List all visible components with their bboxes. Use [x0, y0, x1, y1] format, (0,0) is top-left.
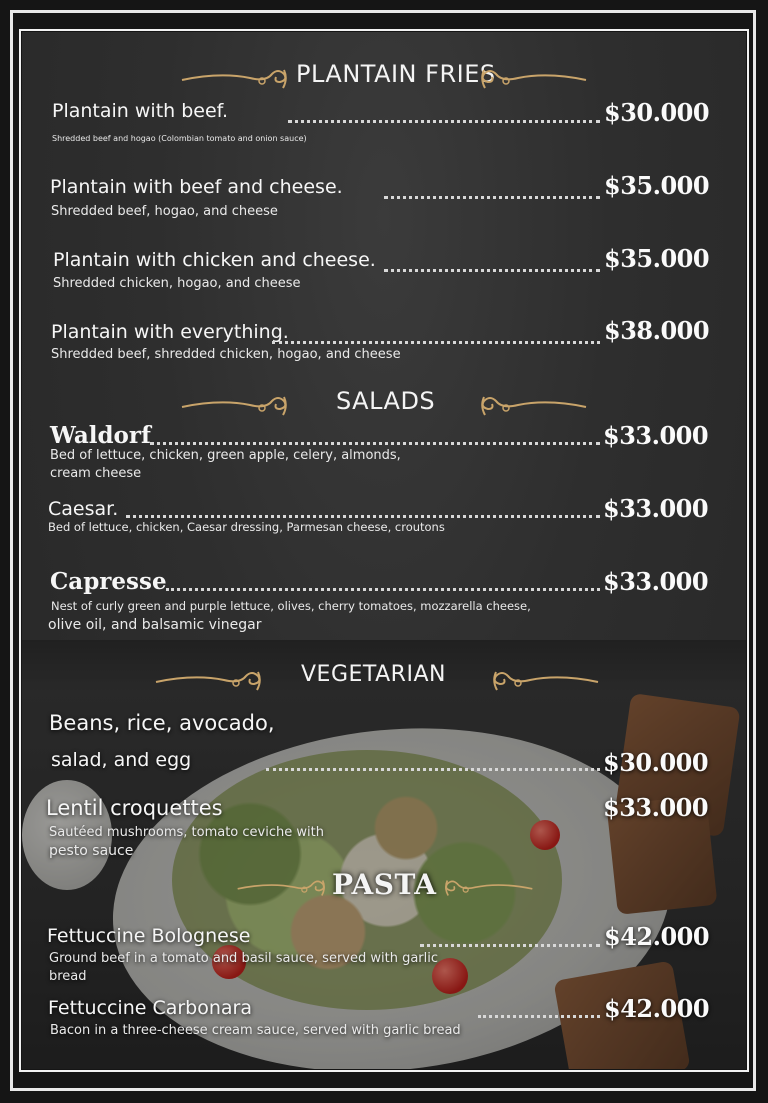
menu-item-name: salad, and egg [51, 749, 192, 771]
dot-leader [288, 116, 600, 123]
description-line: olive oil, and balsamic vinegar [48, 617, 262, 633]
description-line: bread [49, 969, 87, 984]
menu-item-description [49, 824, 324, 860]
section-title: PLANTAIN FRIES [296, 60, 496, 88]
flourish-left-icon [180, 66, 288, 92]
flourish-left-icon [236, 876, 326, 900]
menu-item-description: Shredded chicken, hogao, and cheese [53, 276, 301, 291]
section-header-vegetarian [22, 662, 746, 702]
menu-item-description: Shredded beef and hogao (Colombian tomato and onion sauce) [52, 134, 307, 143]
menu-item-description [49, 950, 438, 986]
dot-leader [384, 192, 600, 199]
dot-leader [272, 337, 600, 344]
flourish-right-icon [480, 66, 588, 92]
menu-item-name: Beans, rice, avocado, [49, 711, 275, 735]
menu-item-price: $33.000 [603, 494, 709, 523]
menu-item-price: $30.000 [604, 98, 710, 127]
menu-item-description: Bed of lettuce, chicken, Caesar dressing, Parmesan cheese, croutons [48, 520, 445, 534]
menu-item-name: Plantain with beef. [52, 100, 229, 122]
dot-leader [126, 511, 600, 518]
description-line: pesto sauce [49, 843, 134, 859]
menu-item-price: $35.000 [604, 171, 710, 200]
menu-item-name: Capresse [50, 568, 167, 595]
flourish-right-icon [492, 668, 600, 694]
menu-item-price: $35.000 [604, 244, 710, 273]
flourish-right-icon [444, 876, 534, 900]
section-title: VEGETARIAN [301, 662, 446, 687]
dot-leader [420, 940, 600, 947]
description-line: Bed of lettuce, chicken, green apple, celery, almonds, [50, 448, 401, 463]
menu-item-name: Lentil croquettes [46, 796, 223, 820]
flourish-left-icon [154, 668, 262, 694]
dot-leader [166, 584, 600, 591]
menu-item-description: Bacon in a three-cheese cream sauce, served with garlic bread [50, 1023, 461, 1038]
dot-leader [150, 438, 600, 445]
menu-item-price: $33.000 [603, 421, 709, 450]
flourish-right-icon [480, 393, 588, 419]
section-title: PASTA [332, 868, 437, 901]
section-header-plantain-fries [22, 60, 746, 100]
dot-leader [266, 764, 600, 771]
description-line: Nest of curly green and purple lettuce, olives, cherry tomatoes, mozzarella cheese, [51, 599, 531, 613]
menu-item-name: Plantain with chicken and cheese. [53, 249, 376, 271]
description-line: cream cheese [50, 466, 142, 481]
menu-item-price: $42.000 [604, 994, 710, 1023]
menu-item-name: Fettuccine Bolognese [47, 925, 251, 947]
menu-item-price: $30.000 [603, 748, 709, 777]
menu-item-price: $33.000 [603, 793, 709, 822]
menu-item-price: $38.000 [604, 316, 710, 345]
description-line: Sautéed mushrooms, tomato ceviche with [49, 825, 324, 840]
menu-item-description: Shredded beef, shredded chicken, hogao, and cheese [51, 347, 401, 362]
description-line: Ground beef in a tomato and basil sauce, served with garlic [49, 951, 439, 966]
flourish-left-icon [180, 393, 288, 419]
section-title: SALADS [336, 387, 436, 415]
menu-item-name: Plantain with everything. [51, 321, 289, 343]
menu-item-description: Shredded beef, hogao, and cheese [51, 204, 278, 219]
menu-item-name: Plantain with beef and cheese. [50, 176, 343, 198]
dot-leader [478, 1011, 600, 1018]
menu-item-name: Waldorf [50, 422, 151, 449]
menu-item-description [50, 447, 401, 483]
menu-item-price: $33.000 [603, 567, 709, 596]
menu-item-name: Caesar. [48, 498, 119, 520]
menu-item-price: $42.000 [604, 922, 710, 951]
dot-leader [384, 265, 600, 272]
section-header-pasta [22, 868, 746, 908]
menu-item-name: Fettuccine Carbonara [48, 997, 253, 1019]
menu-item-description [48, 597, 531, 634]
